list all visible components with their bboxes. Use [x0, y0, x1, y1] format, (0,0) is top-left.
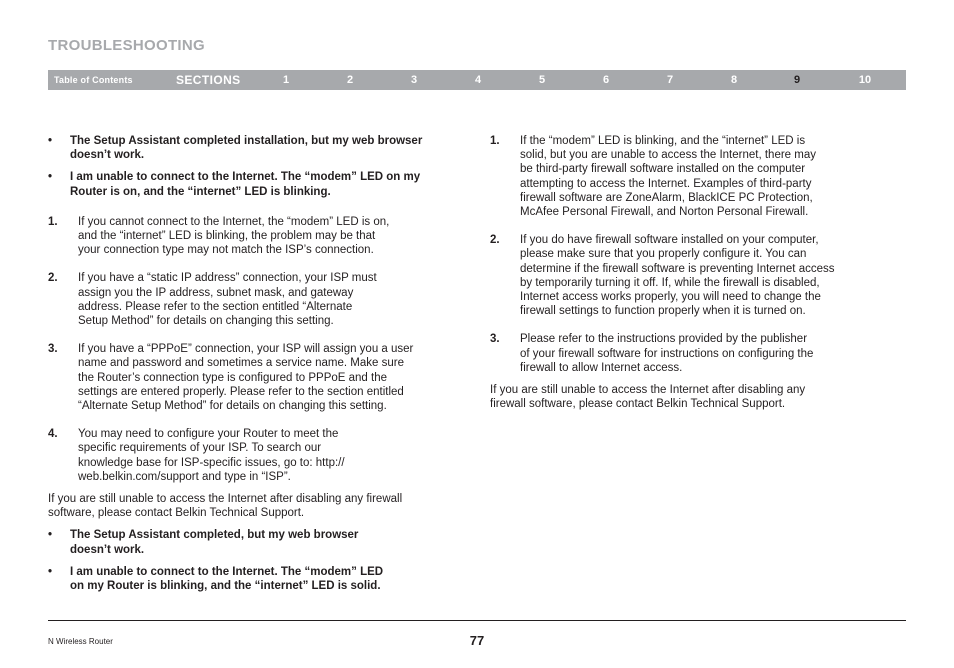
step-number: 1.	[48, 215, 58, 228]
numbered-step	[490, 332, 890, 375]
section-link-9-current[interactable]: 9	[793, 74, 801, 86]
right-column	[490, 134, 890, 411]
text-line: knowledge base for ISP-specific issues, go to: http://	[78, 456, 345, 469]
bullet-item	[48, 528, 460, 556]
text-line: software, please contact Belkin Technical Support.	[48, 507, 305, 520]
section-link-2[interactable]: 2	[346, 74, 354, 86]
section-link-1[interactable]: 1	[282, 74, 290, 86]
bullet-text	[70, 565, 460, 593]
text-line: determine if the firewall software is preventing Internet access	[520, 262, 835, 275]
bullet-item	[48, 134, 460, 162]
bullet-marker: •	[48, 171, 53, 184]
text-line: firewall software are ZoneAlarm, BlackICE PC Protection,	[520, 191, 813, 204]
section-link-5[interactable]: 5	[538, 74, 546, 86]
bullet-marker: •	[48, 529, 53, 542]
text-line: I am unable to connect to the Internet. The “modem” LED	[70, 565, 384, 578]
text-line: name and password and sometimes a service name. Make sure	[78, 357, 404, 370]
section-link-4[interactable]: 4	[474, 74, 482, 86]
section-link-8[interactable]: 8	[730, 74, 738, 86]
numbered-step	[490, 134, 890, 219]
bullet-marker: •	[48, 135, 53, 147]
text-line: by temporarily turning it off. If, while the firewall is disabled,	[520, 276, 820, 289]
numbered-step	[48, 215, 460, 258]
section-link-7[interactable]: 7	[666, 74, 674, 86]
text-line: on my Router is blinking, and the “internet” LED is solid.	[70, 580, 381, 593]
step-number: 4.	[48, 428, 58, 441]
text-line: If you are still unable to access the Internet after disabling any firewall	[48, 493, 403, 506]
step-number: 3.	[490, 333, 500, 346]
bullet-text: The Setup Assistant completed installation, but my web browser doesn’t work.	[70, 135, 423, 162]
bullet-item	[48, 565, 460, 593]
bullet-text	[70, 528, 460, 556]
text-line: If you have a “PPPoE” connection, your ISP will assign you a user	[78, 343, 414, 356]
page-title: TROUBLESHOOTING	[48, 37, 205, 54]
bullet-item	[48, 170, 460, 198]
numbered-step	[48, 427, 460, 484]
text-line: solid, but you are unable to access the Internet, there may	[520, 149, 816, 162]
text-line: specific requirements of your ISP. To search our	[78, 442, 322, 455]
text-line: firewall software, please contact Belkin Technical Support.	[490, 398, 786, 411]
step-text	[520, 233, 890, 318]
page-number: 77	[469, 633, 485, 648]
step-text	[78, 271, 460, 328]
text-line: If the “modem” LED is blinking, and the “internet” LED is	[520, 135, 806, 147]
numbered-step	[490, 233, 890, 318]
numbered-step	[48, 271, 460, 328]
text-line: address. Please refer to the section entitled “Alternate	[78, 300, 353, 313]
text-line: of your firewall software for instructions on configuring the	[520, 347, 814, 360]
text-line: “Alternate Setup Method” for details on changing this setting.	[78, 400, 387, 413]
step-text	[78, 427, 460, 484]
table-of-contents-link[interactable]: Table of Contents	[54, 75, 133, 85]
product-name: N Wireless Router	[48, 637, 113, 646]
step-number: 2.	[48, 272, 58, 285]
closing-paragraph	[490, 383, 890, 411]
text-line: McAfee Personal Firewall, and Norton Personal Firewall.	[520, 206, 809, 219]
step-number: 1.	[490, 135, 500, 147]
text-line: If you have a “static IP address” connection, your ISP must	[78, 272, 377, 285]
text-line: firewall settings to function properly when it is turned on.	[520, 305, 806, 318]
text-line: Setup Method” for details on changing this setting.	[78, 315, 334, 328]
text-line: the Router’s connection type is configured to PPPoE and the	[78, 371, 387, 384]
section-nav-bar	[48, 70, 906, 90]
sections-label: SECTIONS	[176, 73, 241, 87]
text-line: Internet access works properly, you will need to change the	[520, 291, 821, 304]
bullet-text: I am unable to connect to the Internet. The “modem” LED on my Router is on, and the “internet” LED is blinking.	[70, 171, 421, 198]
text-line: If you cannot connect to the Internet, the “modem” LED is on,	[78, 215, 390, 228]
numbered-step	[48, 342, 460, 413]
text-line: You may need to configure your Router to meet the	[78, 428, 339, 441]
text-line: The Setup Assistant completed, but my web browser	[70, 529, 359, 542]
section-link-10[interactable]: 10	[858, 74, 872, 86]
text-line: If you are still unable to access the Internet after disabling any	[490, 384, 806, 397]
text-line: and the “internet” LED is blinking, the problem may be that	[78, 230, 376, 243]
section-link-3[interactable]: 3	[410, 74, 418, 86]
text-line: be third-party firewall software installed on the computer	[520, 163, 806, 176]
step-text	[520, 134, 890, 219]
text-line: If you do have firewall software installed on your computer,	[520, 234, 819, 247]
text-line: please make sure that you properly configure it. You can	[520, 248, 807, 261]
step-number: 2.	[490, 234, 500, 247]
text-line: your connection type may not match the ISP’s connection.	[78, 244, 374, 257]
text-line: settings are entered properly. Please refer to the section entitled	[78, 385, 404, 398]
left-column	[48, 134, 460, 593]
text-line: attempting to access the Internet. Examples of third-party	[520, 177, 812, 190]
step-text	[78, 342, 460, 413]
closing-paragraph	[48, 492, 460, 520]
text-line: Please refer to the instructions provided by the publisher	[520, 333, 808, 346]
text-line: assign you the IP address, subnet mask, and gateway	[78, 286, 354, 299]
text-line: firewall to allow Internet access.	[520, 361, 683, 374]
bullet-marker: •	[48, 565, 53, 578]
text-line: doesn’t work.	[70, 543, 145, 556]
step-number: 3.	[48, 343, 58, 356]
step-text	[78, 215, 460, 258]
section-link-6[interactable]: 6	[602, 74, 610, 86]
footer-divider	[48, 620, 906, 621]
step-text	[520, 332, 890, 375]
text-line: web.belkin.com/support and type in “ISP”.	[78, 470, 291, 483]
